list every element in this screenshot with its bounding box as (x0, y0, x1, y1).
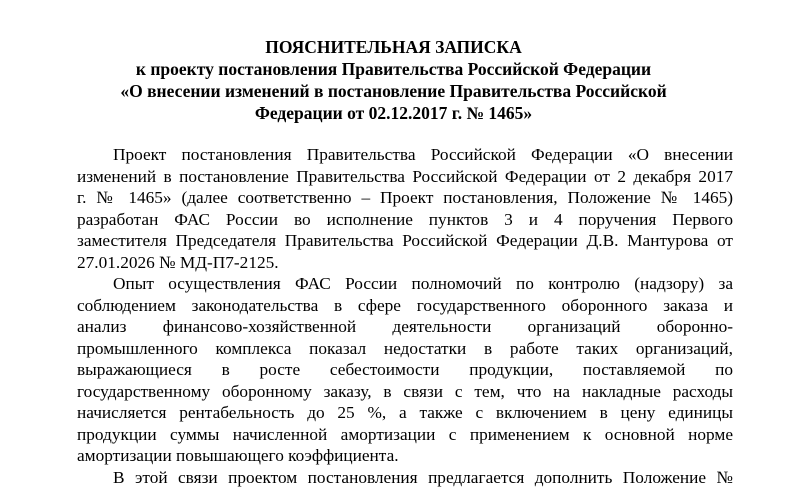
title-line-2: к проекту постановления Правительства Российской Федерации (135, 59, 652, 79)
title-line-1: ПОЯСНИТЕЛЬНАЯ ЗАПИСКА (265, 37, 522, 57)
paragraph-line: Опыт осуществления ФАС России полномочий по контролю (надзору) за (113, 274, 733, 293)
paragraph-line: выражающиеся в росте себестоимости продукции, поставляемой по (77, 360, 733, 379)
paragraph-line: продукции суммы начисленной амортизации с применением к основной норме (77, 424, 733, 444)
paragraph-line: г. № 1465» (далее соответственно – Проект постановления, Положение № 1465) (77, 188, 733, 207)
paragraph-2 (77, 273, 733, 467)
paragraph-line: государственному оборонному заказу, в связи с тем, что на накладные расходы (77, 381, 733, 401)
paragraph-line: анализ финансово-хозяйственной деятельности организаций оборонно- (77, 317, 733, 336)
paragraph-line: разработан ФАС России во исполнение пунктов 3 и 4 поручения Первого (77, 209, 733, 229)
title-line-4: Федерации от 02.12.2017 г. № 1465» (254, 103, 533, 123)
paragraph-line: Проект постановления Правительства Российской Федерации «О внесении (113, 145, 733, 164)
paragraph-1 (77, 144, 733, 273)
document-body (77, 144, 733, 488)
paragraph-line: 27.01.2026 № МД-П7-2125. (77, 252, 279, 272)
paragraph-line: промышленного комплекса показал недостатки в работе таких организаций, (77, 338, 733, 358)
paragraph-line: амортизации повышающего коэффициента. (77, 446, 399, 465)
paragraph-line: изменений в постановление Правительства Российской Федерации от 2 декабря 2017 (77, 166, 733, 186)
paragraph-line: соблюдением законодательства в сфере государственного оборонного заказа и (77, 295, 733, 315)
document-title (0, 36, 787, 124)
paragraph-line: начисляется рентабельность до 25 %, а также с включением в цену единицы (77, 403, 733, 422)
paragraph-line: В этой связи проектом постановления предлагается дополнить Положение № (113, 467, 733, 487)
paragraph-line: заместителя Председателя Правительства Российской Федерации Д.В. Мантурова от (77, 231, 733, 250)
title-line-3: «О внесении изменений в постановление Правительства Российской (120, 81, 667, 101)
paragraph-3 (77, 467, 733, 489)
